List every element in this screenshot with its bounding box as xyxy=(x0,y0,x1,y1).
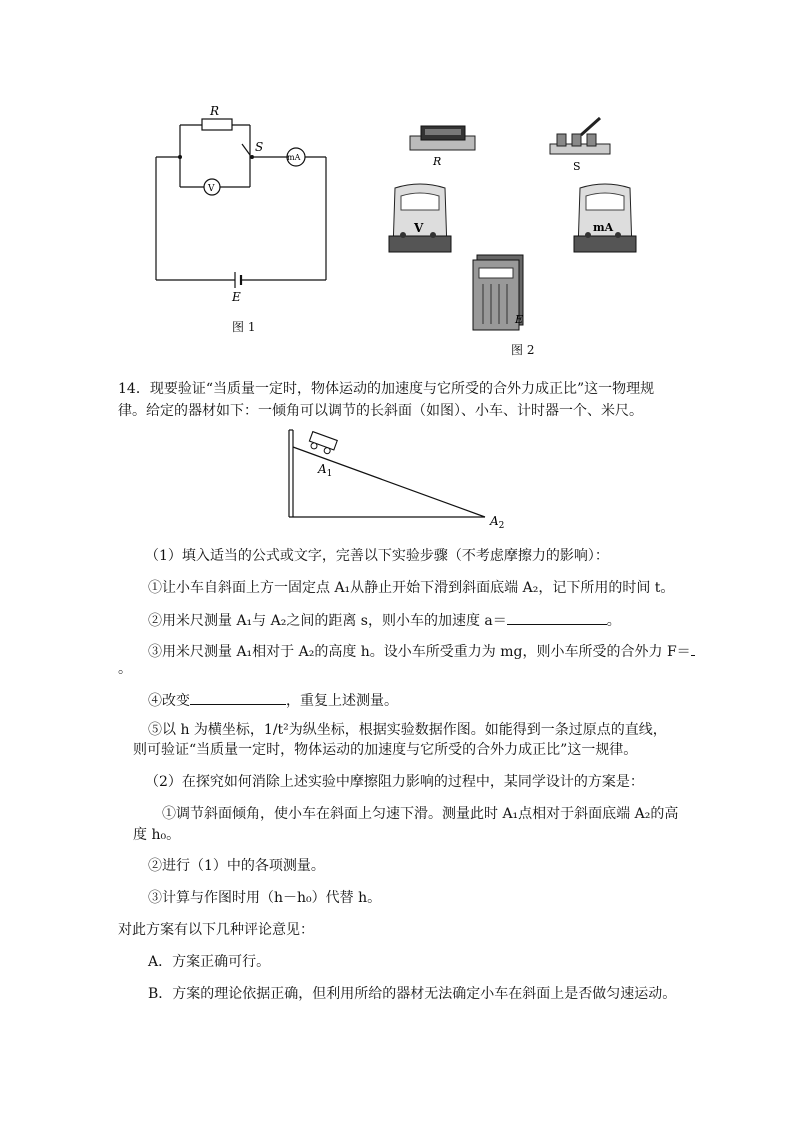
q14-intro-line1: 14．现要验证“当质量一定时，物体运动的加速度与它所受的合外力成正比”这一物理规 xyxy=(118,381,655,397)
part1-title: （1）填入适当的公式或文字，完善以下实验步骤（不考虑摩擦力的影响）： xyxy=(145,548,609,564)
part2-step1-line1: ①调节斜面倾角，使小车在斜面上匀速下滑。测量此时 A₁点相对于斜面底端 A₂的高 xyxy=(162,806,679,822)
resistor-photo-label: R xyxy=(433,155,442,168)
resistor-label: R xyxy=(210,104,220,118)
milliammeter-label: mA xyxy=(287,153,301,162)
switch-label: S xyxy=(255,140,264,154)
milliammeter-icon xyxy=(574,184,636,252)
part2-step2: ②进行（1）中的各项测量。 xyxy=(148,858,325,874)
point-a2-label: $A_2$ xyxy=(490,514,505,530)
point-a1-label: $A_1$ xyxy=(318,462,333,479)
part1-step4: ④改变 ，重复上述测量。 xyxy=(148,690,398,710)
vary-quantity-answer-blank[interactable] xyxy=(190,690,286,705)
part1-step3: ③用米尺测量 A₁相对于 A₂的高度 h。设小车所受重力为 mg，则小车所受的合外力 F＝ xyxy=(148,641,695,661)
knife-switch-icon xyxy=(550,118,610,154)
part2-step1-line2: 度 h₀。 xyxy=(133,827,181,843)
switch-photo-label: S xyxy=(573,160,581,173)
milliammeter-photo-label: mA xyxy=(593,221,614,234)
battery-photo-label: E xyxy=(515,313,524,326)
circuit-diagram xyxy=(140,100,340,340)
q14-intro-line2: 律。给定的器材如下：一倾角可以调节的长斜面（如图）、小车、计时器一个、米尺。 xyxy=(118,403,643,419)
part2-step3: ③计算与作图时用（h－h₀）代替 h。 xyxy=(148,890,382,906)
option-b: B．方案的理论依据正确，但利用所给的器材无法确定小车在斜面上是否做匀速运动。 xyxy=(148,986,677,1002)
cart-icon xyxy=(307,432,337,456)
force-answer-blank[interactable] xyxy=(691,641,695,656)
part1-step1: ①让小车自斜面上方一固定点 A₁从静止开始下滑到斜面底端 A₂，记下所用的时间 t。 xyxy=(148,580,675,596)
figure2-caption: 图 2 xyxy=(511,343,535,357)
voltmeter-photo-label: V xyxy=(414,221,424,235)
figure1-caption: 图 1 xyxy=(232,320,256,334)
voltmeter-icon xyxy=(389,184,451,252)
option-a: A．方案正确可行。 xyxy=(148,954,271,970)
part1-step2: ②用米尺测量 A₁与 A₂之间的距离 s，则小车的加速度 a＝ 。 xyxy=(148,610,621,630)
part1-step3-end: 。 xyxy=(118,661,132,677)
part1-step5-line2: 则可验证“当质量一定时，物体运动的加速度与它所受的合外力成正比”这一规律。 xyxy=(133,742,638,758)
part2-title: （2）在探究如何消除上述实验中摩擦阻力影响的过程中，某同学设计的方案是： xyxy=(145,774,644,790)
battery-label: E xyxy=(232,290,241,304)
incline-diagram xyxy=(280,425,520,530)
resistor-box-icon xyxy=(410,126,475,150)
comment-intro: 对此方案有以下几种评论意见： xyxy=(118,922,314,938)
voltmeter-label: V xyxy=(208,184,215,194)
acceleration-answer-blank[interactable] xyxy=(507,610,607,625)
part1-step5-line1: ⑤以 h 为横坐标，1/t²为纵坐标，根据实验数据作图。如能得到一条过原点的直线， xyxy=(148,722,667,738)
apparatus-photo xyxy=(385,110,640,335)
